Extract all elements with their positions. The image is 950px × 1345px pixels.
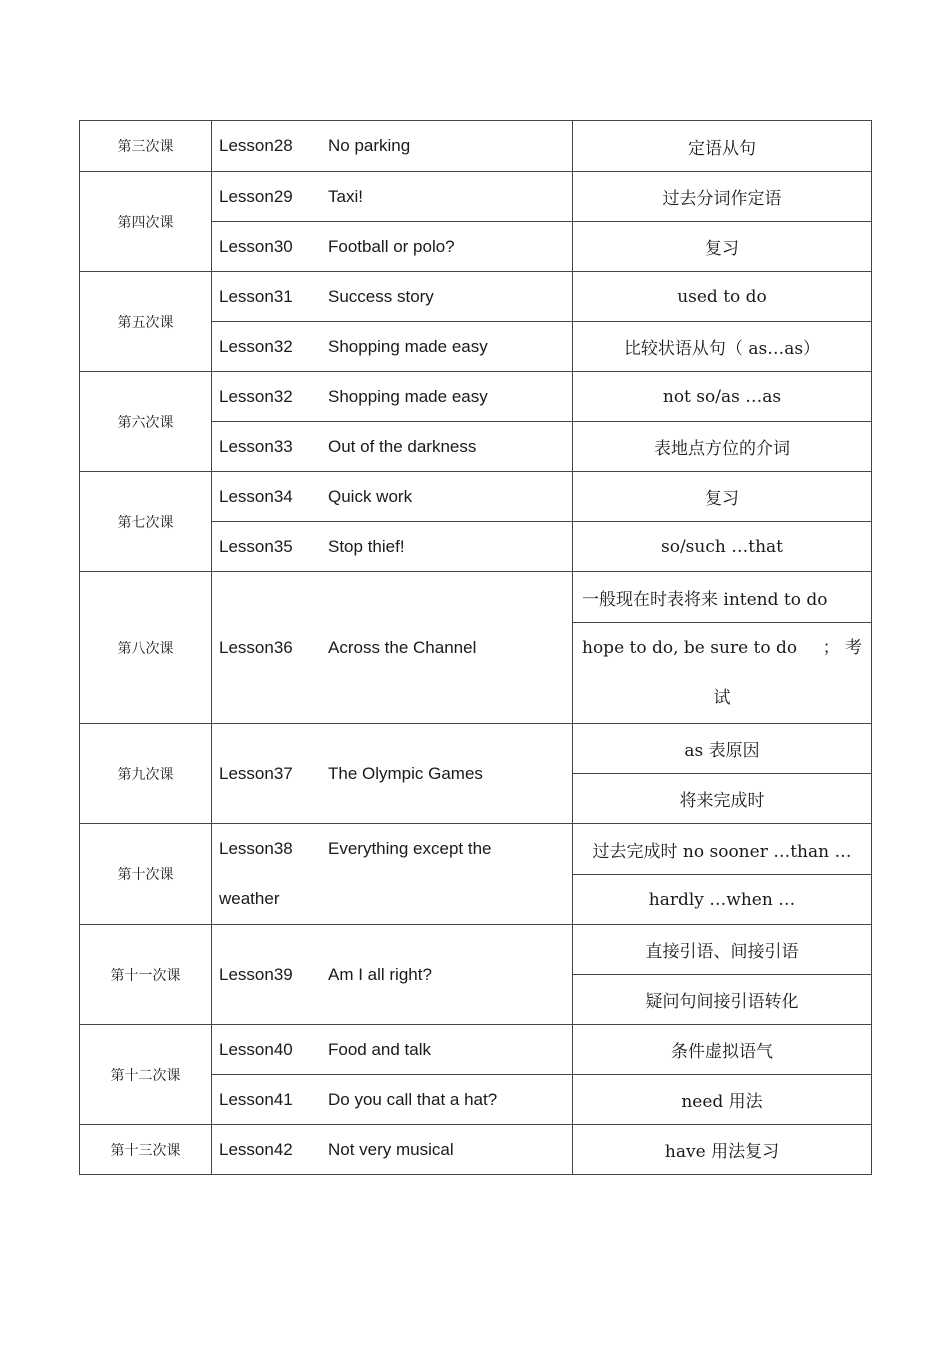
lesson-title: No parking bbox=[328, 136, 411, 155]
lesson-cell bbox=[212, 322, 573, 372]
session-cell: 第九次课 bbox=[80, 724, 212, 824]
lesson-title: Food and talk bbox=[328, 1039, 432, 1059]
topic-line-text: ； 考 bbox=[822, 638, 862, 658]
grammar-topic-cell bbox=[573, 623, 872, 724]
lesson-title: Success story bbox=[328, 286, 434, 306]
lesson-cell bbox=[212, 572, 573, 724]
lesson-cell bbox=[212, 222, 573, 272]
table-row bbox=[80, 121, 872, 172]
lesson-number: Lesson32 bbox=[219, 336, 293, 356]
topic-line bbox=[582, 623, 862, 673]
grammar-topic-cell: not so/as …as bbox=[573, 372, 872, 422]
lesson-cell bbox=[212, 172, 573, 222]
lesson-title: Stop thief! bbox=[328, 536, 405, 556]
lesson-number: Lesson30 bbox=[219, 236, 293, 256]
lesson-title: Quick work bbox=[328, 486, 413, 506]
lesson-number: Lesson28 bbox=[219, 136, 293, 155]
session-cell: 第十二次课 bbox=[80, 1025, 212, 1125]
table-row bbox=[80, 1125, 872, 1175]
lesson-cell bbox=[212, 824, 573, 925]
session-cell: 第十次课 bbox=[80, 824, 212, 925]
grammar-topic-cell: 直接引语、间接引语 bbox=[573, 925, 872, 975]
table-row bbox=[80, 1025, 872, 1075]
lesson-number: Lesson38 bbox=[219, 839, 293, 858]
lesson-cell bbox=[212, 522, 573, 572]
grammar-topic-cell: so/such …that bbox=[573, 522, 872, 572]
lesson-title: Shopping made easy bbox=[328, 386, 488, 406]
topic-line: 试 bbox=[713, 688, 731, 708]
grammar-topic-cell: 将来完成时 bbox=[573, 774, 872, 824]
grammar-topic-cell: 复习 bbox=[573, 472, 872, 522]
lesson-cell bbox=[212, 1075, 573, 1125]
lesson-cell bbox=[212, 1125, 573, 1175]
lesson-title: Am I all right? bbox=[328, 964, 432, 984]
lesson-title: Shopping made easy bbox=[328, 336, 488, 356]
lesson-title: Do you call that a hat? bbox=[328, 1089, 498, 1109]
session-cell: 第八次课 bbox=[80, 572, 212, 724]
session-cell: 第十三次课 bbox=[80, 1125, 212, 1175]
grammar-topic-cell: need 用法 bbox=[573, 1075, 872, 1125]
lesson-cell bbox=[212, 925, 573, 1025]
session-cell: 第七次课 bbox=[80, 472, 212, 572]
grammar-topic-cell: 表地点方位的介词 bbox=[573, 422, 872, 472]
table-row bbox=[80, 272, 872, 322]
table-row bbox=[80, 372, 872, 422]
grammar-topic-cell: 疑问句间接引语转化 bbox=[573, 975, 872, 1025]
lesson-cell bbox=[212, 1025, 573, 1075]
lesson-number: Lesson29 bbox=[219, 186, 293, 206]
grammar-topic-cell: 一般现在时表将来 intend to do bbox=[573, 572, 872, 623]
lesson-title-continuation: weather bbox=[219, 889, 280, 908]
topic-line-text: hope to do, be sure to do bbox=[582, 638, 798, 658]
table-row bbox=[80, 472, 872, 522]
session-cell: 第四次课 bbox=[80, 172, 212, 272]
lesson-number: Lesson37 bbox=[219, 763, 293, 783]
grammar-topic-cell: have 用法复习 bbox=[573, 1125, 872, 1175]
lesson-cell bbox=[212, 422, 573, 472]
lesson-number: Lesson32 bbox=[219, 386, 293, 406]
lesson-title: The Olympic Games bbox=[328, 763, 483, 783]
session-cell: 第五次课 bbox=[80, 272, 212, 372]
lesson-number: Lesson41 bbox=[219, 1089, 293, 1109]
lesson-schedule-table bbox=[79, 120, 872, 1175]
lesson-number: Lesson39 bbox=[219, 964, 293, 984]
grammar-topic-cell: used to do bbox=[573, 272, 872, 322]
grammar-topic-cell: 过去分词作定语 bbox=[573, 172, 872, 222]
lesson-number: Lesson36 bbox=[219, 637, 293, 657]
lesson-cell bbox=[212, 472, 573, 522]
lesson-title: Taxi! bbox=[328, 186, 363, 206]
table-row bbox=[80, 824, 872, 875]
lesson-number: Lesson42 bbox=[219, 1139, 293, 1159]
session-cell: 第六次课 bbox=[80, 372, 212, 472]
table-row bbox=[80, 925, 872, 975]
grammar-topic-cell: 定语从句 bbox=[573, 121, 872, 172]
lesson-title: Everything except the bbox=[328, 839, 492, 858]
lesson-text bbox=[219, 824, 572, 924]
grammar-topic-cell: 复习 bbox=[573, 222, 872, 272]
grammar-topic-cell: hardly …when … bbox=[573, 875, 872, 925]
lesson-cell bbox=[212, 372, 573, 422]
lesson-number: Lesson40 bbox=[219, 1039, 293, 1059]
lesson-title: Football or polo? bbox=[328, 236, 455, 256]
lesson-number: Lesson34 bbox=[219, 486, 293, 506]
table-row bbox=[80, 572, 872, 623]
grammar-topic-cell: 比较状语从句（ as…as） bbox=[573, 322, 872, 372]
lesson-number: Lesson35 bbox=[219, 536, 293, 556]
grammar-topic-cell: 过去完成时 no sooner …than … bbox=[573, 824, 872, 875]
lesson-title: Not very musical bbox=[328, 1139, 454, 1159]
table-row bbox=[80, 724, 872, 774]
session-cell: 第三次课 bbox=[80, 121, 212, 172]
lesson-title: Across the Channel bbox=[328, 637, 477, 657]
lesson-number: Lesson31 bbox=[219, 286, 293, 306]
lesson-cell bbox=[212, 272, 573, 322]
lesson-title: Out of the darkness bbox=[328, 436, 477, 456]
grammar-topic-cell: as 表原因 bbox=[573, 724, 872, 774]
grammar-topic-cell: 条件虚拟语气 bbox=[573, 1025, 872, 1075]
session-cell: 第十一次课 bbox=[80, 925, 212, 1025]
lesson-cell bbox=[212, 121, 573, 172]
lesson-cell bbox=[212, 724, 573, 824]
table-row bbox=[80, 172, 872, 222]
lesson-number: Lesson33 bbox=[219, 436, 293, 456]
